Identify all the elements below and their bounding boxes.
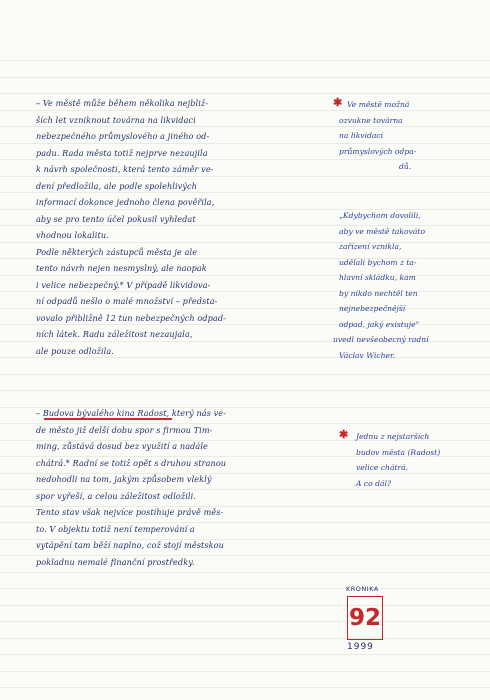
paper-rule-line (0, 588, 490, 589)
text-line: ních látek. Radu záležitost nezaujala, (36, 329, 193, 339)
text-line: ale pouze odložila. (36, 345, 114, 356)
text-line: tento návrh nejen nesmyslný, ale naopak (36, 263, 207, 273)
text-line: – Ve městě může během několika nejbliž- (36, 98, 209, 108)
margin-note-1 (339, 97, 479, 175)
text-line: dení předložila, ale podle spolehlivých (36, 180, 197, 191)
note-line: aby ve městě takováto (339, 226, 426, 236)
note-line: Ve městě možná (347, 100, 410, 109)
note-line: průmyslových odpa- (339, 146, 417, 156)
text-line: Tento stav však nejvíce postihuje právě měs- (36, 507, 224, 517)
paper-rule-line (0, 687, 490, 688)
paper-rule-line (0, 77, 490, 78)
text-line: ších let vzniknout továrna na likvidaci (36, 114, 196, 125)
text-line: – Budova bývalého kina Radost, který nás ve- (36, 408, 227, 418)
text-line: Podle některých zástupců města je ale (36, 246, 198, 257)
text-line: ní odpadů nešlo o malé množství – předsta- (36, 296, 218, 306)
note-line: Jednu z nejstarších (356, 432, 430, 441)
paper-rule-line (0, 572, 490, 573)
margin-note-2 (333, 208, 479, 363)
note-line: dů. (399, 162, 412, 171)
paper-rule-line (0, 654, 490, 655)
paper-rule-line (0, 621, 490, 622)
text-line: nedohodli na tom, jakým způsobem vleklý (36, 474, 212, 484)
note-line: odpad, jaký existuje" (339, 319, 420, 329)
note-line: velice chátrá. (356, 463, 409, 472)
text-line: padu. Rada města totiž nejprve nezaujila (36, 147, 208, 158)
note-line: „Kdybychom dovolili, (339, 211, 421, 220)
paper-rule-line (0, 390, 490, 391)
text-line: informací dokonce jednoho člena pověřila, (36, 197, 215, 207)
main-text-section-2 (36, 405, 326, 570)
margin-note-3 (356, 429, 490, 491)
text-line: nebezpečného průmyslového a jiného od- (36, 131, 210, 141)
note-line: ozvukne továrna (339, 115, 403, 125)
note-line: by nikdo nechtěl ten (339, 288, 418, 298)
note-line: nejnebezpečnější (339, 304, 406, 313)
note-line: A co dál? (356, 478, 392, 488)
text-line: pokladnu nemalé finanční prostředky. (36, 556, 195, 567)
text-line: to. V objektu totiž není temperování a (36, 523, 195, 534)
text-line: vytápění tam běží naplno, což stojí městskou (36, 540, 224, 550)
text-line: i velice nebezpečný.* V případě likvidova- (36, 279, 211, 290)
red-underline (44, 418, 172, 420)
note-line: na likvidaci (339, 131, 384, 140)
main-text-section-1 (36, 95, 326, 359)
paper-rule-line (0, 60, 490, 61)
page-number-stamp: 92 (347, 596, 383, 640)
note-line: Václav Wicher. (339, 350, 396, 360)
note-line: hlavní skládku, kam (339, 273, 416, 282)
text-line: k návrh společnosti, která tento záměr ve- (36, 164, 214, 174)
text-line: de město již delší dobu spor s firmou Tim- (36, 424, 213, 435)
text-line: chátrá.* Radní se totiž opět s druhou stranou (36, 457, 227, 468)
asterisk-marker: ✱ (339, 428, 349, 441)
note-line: uvedl nevšeobecný radní (333, 335, 429, 344)
text-line: ming, zůstává dosud bez využití a nadále (36, 441, 208, 451)
note-line: zařízení vznikla, (339, 242, 402, 251)
paper-rule-line (0, 671, 490, 672)
text-line: vhodnou lokalitu. (36, 230, 109, 240)
paper-rule-line (0, 605, 490, 606)
text-line: spor vyřeší, a celou záležitost odložili. (36, 490, 196, 501)
paper-rule-line (0, 93, 490, 94)
note-line: udělali bychom z ta- (339, 257, 417, 267)
paper-rule-line (0, 374, 490, 375)
text-line: vovalo přibližně 12 tun nebezpečných odpad- (36, 312, 226, 323)
asterisk-marker: ✱ (333, 96, 343, 109)
stamp-year: 1999 (347, 642, 374, 652)
stamp-label: KRONIKA (346, 585, 379, 593)
paper-rule-line (0, 638, 490, 639)
text-line: aby se pro tento účel pokusil vyhledat (36, 213, 196, 224)
note-line: budov města (Radost) (356, 447, 441, 457)
